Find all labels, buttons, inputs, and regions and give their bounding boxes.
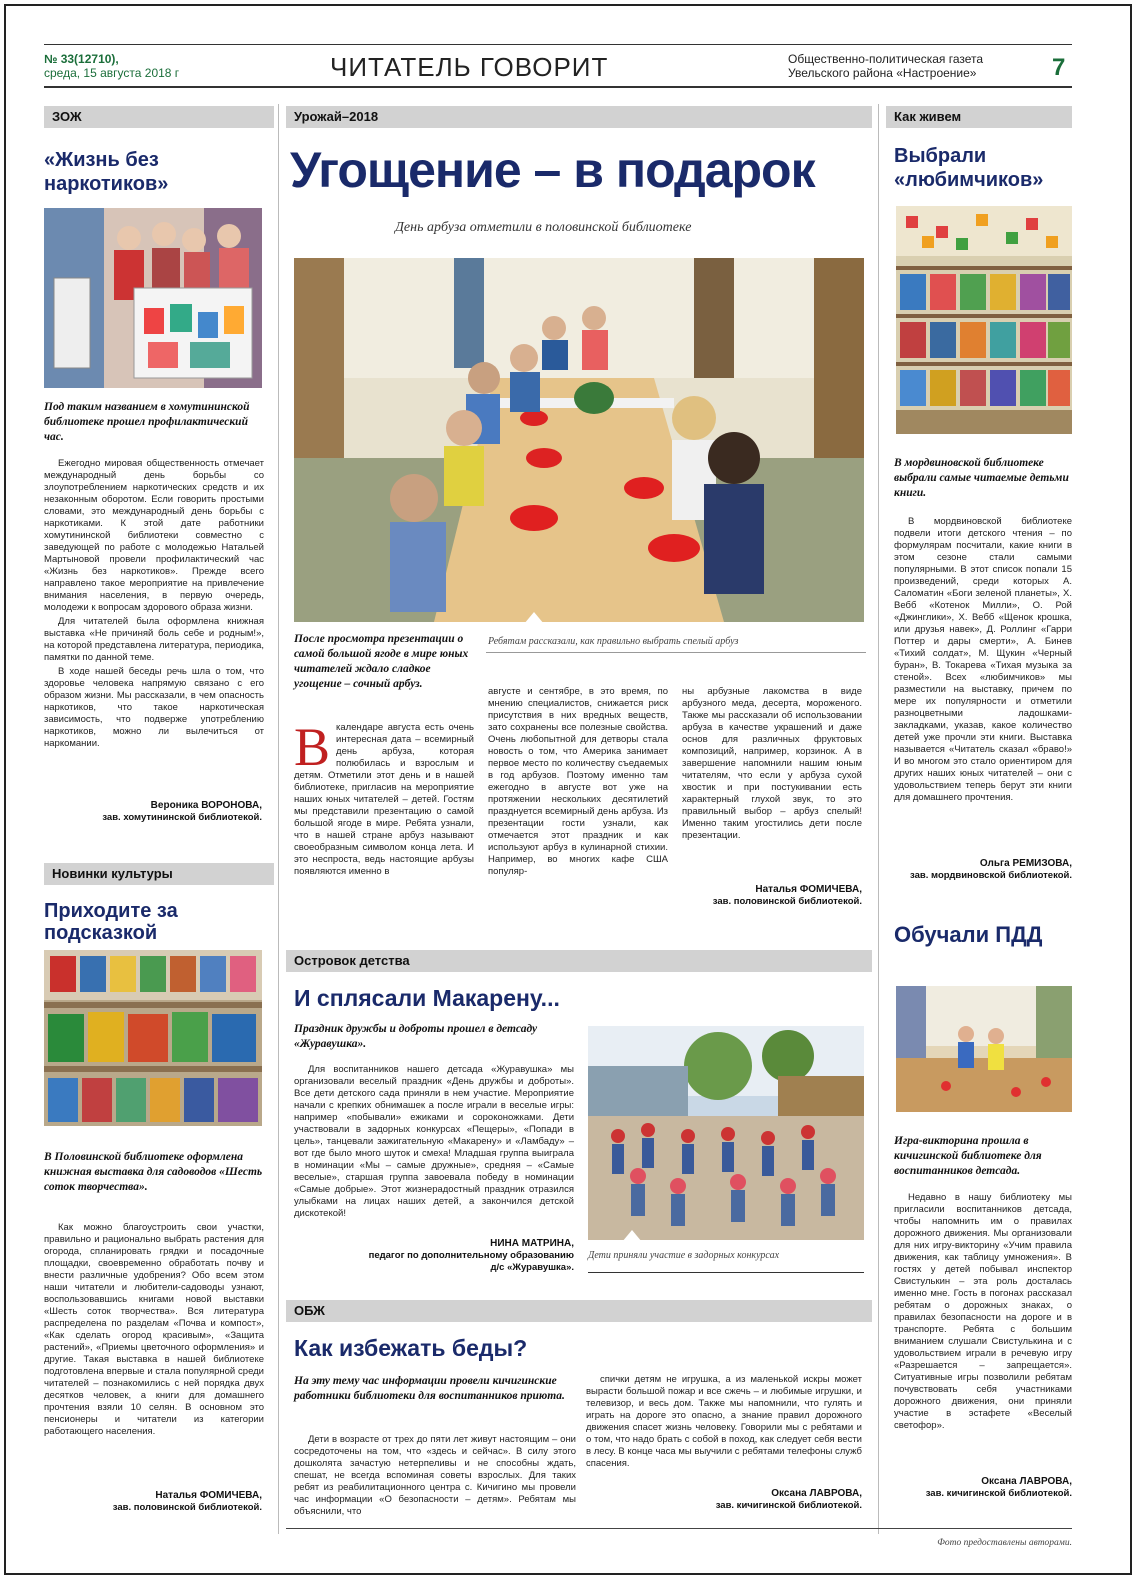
photo-zhizn-event: [44, 208, 262, 388]
article-title-makarena: И сплясали Макарену...: [294, 985, 560, 1011]
signature-makarena: НИНА МАТРИНА, педагог по дополнительному образованию д/с «Журавушка».: [368, 1238, 574, 1273]
caption-rule: [486, 652, 866, 653]
article-lead-pdd: Игра-викторина прошла в кичигинской библиотеке для воспитанников детсада.: [894, 1135, 1042, 1177]
article-col3-ugoshchenie: ны арбузные лакомства в виде арбузного меда, десерта, мороженого. Также мы рассказали об использовании арбуза в качестве украшений и даже основ для различных фруктовых композиций, например, корзинок. А в завершение напомнили нашим юным читателям, что если у арбуза сухой хвостик и при постукивании есть характерный глухой звук, то это правильный выбор – арбуз спелый! Именно таким угостились дети после презентации.: [682, 686, 862, 841]
article-col1-ugoshchenie: Вкалендаре августа есть очень интересная дата – всемирный день арбуза, которая полюбилась и взрослым и детям. Отметили этот день и в нашей библиотеке, пригласив на мероприятие наших юных читателей – детей. Гостям мы представили презентацию о самой большой ягоде в мире. Ребята узнали, что в нашей стране арбуз называют своеобразным символом конца лета. И это неспроста, ведь настоящие арбузы появляются именно в: [294, 717, 474, 877]
signature-podskazka: Наталья ФОМИЧЕВА, зав. половинской библиотекой.: [112, 1490, 262, 1513]
column-divider-left: [278, 104, 279, 1534]
signature-kak-izbezhat: Оксана ЛАВРОВА, зав. кичигинской библиотекой.: [715, 1488, 862, 1511]
article-lead-lyubimchiki: В мордвиновской библиотеке выбрали самые читаемые детьми книги.: [894, 457, 1069, 499]
article-lead-makarena: Праздник дружбы и доброты прошел в детсаду «Журавушка».: [294, 1023, 538, 1050]
footer-rule: [286, 1528, 1072, 1529]
photo-caption-kindergarten: Дети приняли участие в задорных конкурсах: [588, 1250, 780, 1261]
article-body-podskazka: Как можно благоустроить свои участки, правильно и рационально выбрать растения для огорода, спланировать грядки и посадочные площадки, своевременно обработать почву и внести различные удобрения? Обо всем этом наши читатели и любители-садоводы узнают, воспользовавшись книгами новой выставки «Шесть соток творчества». Вся литература распределена по разделам «Почва и компост», «Как сделать огород красивым», «Защита растений», «Приемы цветочного оформления» и другие. Такая выставка в нашей библиотеке подготовлена впервые и стала популярной среди читателей – познакомились с ней порядка двух десятков человек, а книги для домашнего прочтения взяли 10 селян. В основном это пенсионеры и читатели из категории работающего населения.: [44, 1222, 264, 1437]
rubric-obzh: ОБЖ: [286, 1300, 872, 1322]
photo-favorite-books: [896, 206, 1072, 434]
signature-ugoshchenie: Наталья ФОМИЧЕВА, зав. половинской библиотекой.: [712, 884, 862, 907]
paper-name: Общественно-политическая газета Увельского района «Настроение»: [788, 52, 984, 80]
article-title-kak-izbezhat: Как избежать беды?: [294, 1335, 528, 1361]
signature-pdd: Оксана ЛАВРОВА, зав. кичигинской библиотекой.: [925, 1476, 1072, 1499]
page-number: 7: [1052, 54, 1066, 81]
article-title-podskazka: Приходите за подсказкой: [44, 900, 178, 944]
article-title-pdd: Обучали ПДД: [894, 922, 1043, 947]
article-col2-ugoshchenie: августе и сентябре, в это время, по мнению специалистов, снижается риск присутствия в них вредных веществ, зато сохранены все полезные свойства. Очень любопытной для детворы стала новость о том, что Америка занимает первое место по количеству съедаемых в год арбузов. Поэтому именно там ежегодно в августе вот уже на протяжении нескольких десятилетий празднуется всемирный день арбуза. Из презентации гости узнали, как отмечается этот праздник и как используют арбуз в кулинарной стихии. Например, во многих кафе США популяр-: [488, 686, 668, 877]
issue-info: № 33(12710), среда, 15 августа 2018 г: [44, 52, 180, 80]
section-title: ЧИТАТЕЛЬ ГОВОРИТ: [330, 52, 609, 82]
rubric-novinki: Новинки культуры: [44, 863, 274, 885]
rubric-urozhay: Урожай–2018: [286, 106, 872, 128]
article-subtitle: День арбуза отметили в половинской библиотеке: [395, 220, 692, 235]
article-title-zhizn: «Жизнь без наркотиков»: [44, 149, 169, 195]
signature-lyubimchiki: Ольга РЕМИЗОВА, зав. мордвиновской библиотекой.: [910, 858, 1072, 881]
article-title-ugoshchenie: Угощение – в подарок: [290, 142, 815, 198]
photo-pointer-triangle: [524, 612, 544, 624]
article-lead-kak-izbezhat: На эту тему час информации провели кичигинские работники библиотеки для воспитанников приюта.: [294, 1375, 565, 1402]
photo-watermelon-day: [294, 258, 864, 622]
article-body-pdd: Недавно в нашу библиотеку мы пригласили воспитанников детсада, чтобы напомнить им о правилах дорожного движения. Мы организовали для них игру-викторину «Учим правила движения, как таблицу умножения». В гостях у детей побывал инспектор Свистулькин – эта роль досталась именно мне. Гость в погонах рассказал ребятам о дорожных знаках, о правилах безопасности на дороге и в транспорте. Ребята с большим вниманием слушали Свистулькина и с удовольствием играли в речевую игру «Разрешается – запрещается». Ситуативные игры позволили ребятам почувствовать себя участниками дорожного движения, они приняли участие в эстафете «Веселый светофор».: [894, 1192, 1072, 1431]
rubric-zozh: ЗОЖ: [44, 106, 274, 128]
article-body-zhizn: Ежегодно мировая общественность отмечает международный день борьбы со злоупотреблением наркотических средств и их незаконным оборотом. Если говорить простыми словами, это международный день борьбы с наркотиками. К этой дате работники хомутининской библиотеки совместно с заведующей по работе с молодежью Натальей Мартыновой провели профилактический час «Жизнь без наркотиков». Прежде всего направлено такое мероприятие на привлечение внимания населения, в первую очередь, молодежи к вопросам здорового образа жизни. Для читателей была оформлена книжная выставка «Не причиняй боль себе и родным!», на которой представлена литература, периодика, памятки по данной теме. В ходе нашей беседы речь шла о том, что здоровье человека напрямую связано с его образом жизни. Мы рассказали, в чем опасность наркотиков, что такое наркотическая зависимость, что подверже употреблению наркотиков, можно ли вылечиться от наркомании.: [44, 458, 264, 749]
photo-credit: Фото предоставлены авторами.: [937, 1538, 1072, 1548]
article-lead-podskazka: В Половинской библиотеке оформлена книжная выставка для садоводов «Шесть соток творчества».: [44, 1151, 263, 1193]
header-bottom-rule: [44, 86, 1072, 88]
article-lead-ugoshchenie: После просмотра презентации о самой большой ягоде в мире юных читателей ждало сладкое угощение – сочный арбуз.: [294, 633, 469, 690]
photo-traffic-game: [896, 986, 1072, 1112]
photo2-pointer-triangle: [622, 1230, 642, 1242]
rubric-ostrovok: Островок детства: [286, 950, 872, 972]
caption2-rule: [588, 1272, 864, 1273]
photo-book-exhibition: [44, 950, 262, 1126]
article-lead-zhizn: Под таким названием в хомутининской библиотеке прошел профилактический час.: [44, 401, 250, 443]
photo-caption-watermelon: Ребятам рассказали, как правильно выбрать спелый арбуз: [488, 636, 739, 647]
column-divider-right: [878, 104, 879, 1534]
photo-kindergarten-dance: [588, 1026, 864, 1240]
signature-zhizn: Вероника ВОРОНОВА, зав. хомутининской библиотекой.: [102, 800, 262, 823]
header-top-rule: [44, 44, 1072, 45]
article-body-kak-izbezhat-1: Дети в возрасте от трех до пяти лет живут настоящим – они сосредоточены на том, что «здесь и сейчас». В силу этого дошколята зачастую нетерпеливы и не способны ждать, спешат, не всегда вспоминая советы взрослых. Для таких ребят из реабилитационного центра с. Кичигино мы провели час информации «О безопасности – детям». Ребятам мы объяснили, что: [294, 1434, 576, 1517]
article-body-kak-izbezhat-2: спички детям не игрушка, а из маленькой искры может вырасти большой пожар и все сжечь – и любимые игрушки, и телевизор, и весь дом. Также мы напомнили, что гулять и играть на дороге это опасно, а знание правил дорожного движения спасет жизнь человеку. Говорили мы с ребятами и о том, что надо брать с собой в поход, как следует себя вести в лесу. В конце часа мы выучили с ребятами телефоны служб спасения.: [586, 1374, 862, 1469]
rubric-kak-zhivem: Как живем: [886, 106, 1072, 128]
dropcap: В: [294, 717, 331, 777]
article-body-makarena: Для воспитанников нашего детсада «Журавушка» мы организовали веселый праздник «День дружбы и доброты». Все дети детского сада приняли в нем участие. Мероприятие начали с крепких обнимашек а после играли в веселые игры: например «побывали» ежиками и сороконожками. Дети участвовали в задорных конкурсах «Пещеры», «Попади в цель», танцевали зажигательную «Макарену» и «Ламбаду» – вот где было много шуток и смеха! Младшая группа выиграла в номинации «Мы – самые дружные», средняя – «Самые веселые», старшая группа завоевала победу в номинации «Самые добрые». Этот жизнерадостный праздник отразился улыбками на лицах наших детей, а закончился детской дискотекой!: [294, 1064, 574, 1219]
article-title-lyubimchiki: Выбрали «любимчиков»: [894, 145, 1044, 191]
article-body-lyubimchiki: В мордвиновской библиотеке подвели итоги детского чтения – по формулярам посчитали, какие книги в этом сезоне стали самыми популярными. В этот список попали 15 произведений, среди которых А. Саломатин «Боги зеленой планеты», Х. Вебб «Котенок Милли», О. Рой «Джинглики», Х. Вебб «Щенок крошка, или друзья навек», Д. Роллинг «Гарри Поттер и дары смерти», А. Бинев «Тихий солдат», М. Щукин «Черный буран», В. Токарева «Тихая музыка за стеной». Всех «любимчиков» мы разместили на выставку, причем по мере их популярности и отметили разноцветными ладошками-закладками, указав, какое количество детей уже прочли эти книги. Выставка называется «Читатель сказал «браво!» И во многом это стало ориентиром для других наших юных читателей – они с удовольствием теперь берут эти книги для домашнего прочтения.: [894, 516, 1072, 803]
